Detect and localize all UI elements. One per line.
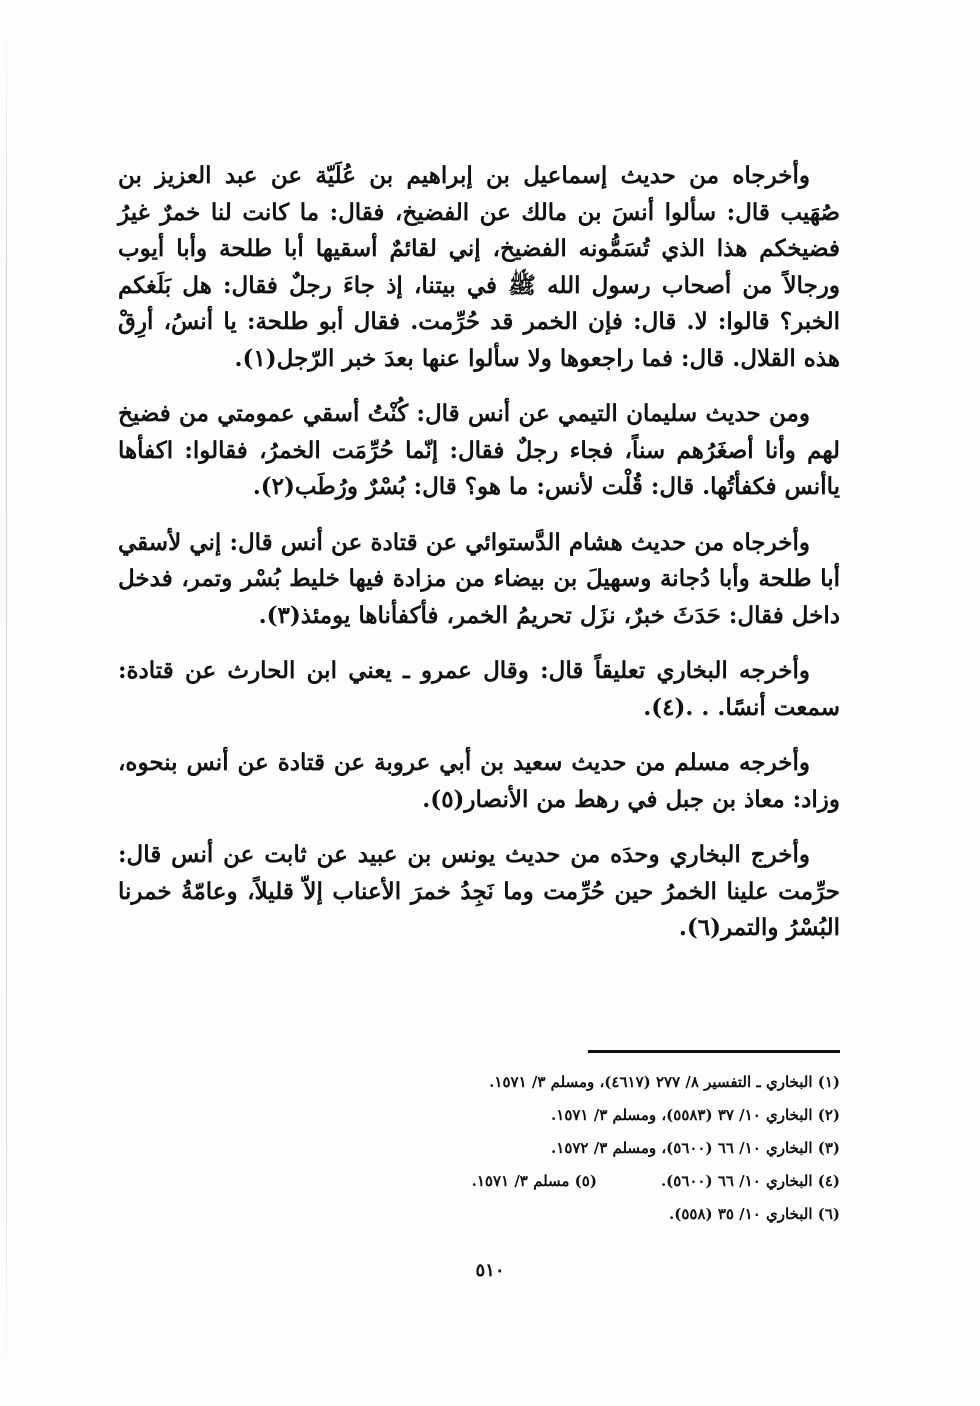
footnote-1: (١) البخاري ـ التفسير ٨/ ٢٧٧ (٤٦١٧)، ومسلم ٣/ ١٥٧١. [489, 1073, 840, 1091]
footnote-separator [588, 1050, 840, 1053]
main-text [118, 158, 840, 966]
footnotes [290, 1066, 840, 1231]
footnote-4: (٤) البخاري ١٠/ ٦٦ (٥٦٠٠). [660, 1172, 840, 1190]
paragraph-1: وأخرجاه من حديث إسماعيل بن إبراهيم بن عُلَيّة عن عبد العزيز بن صُهَيب قال: سألوا أنسَ بن مالك عن الفضيخ، فقال: ما كانت لنا خمرٌ غيرُ فضيخكم هذا الذي تُسَمُّونه الفضيخ، إني لقائمٌ أسقيها أبا طلحة وأبا أيوب ورجالاً من أصحاب رسول الله ﷺ في بيتنا، إذ جاءَ رجلٌ فقال: هل بَلَغكم الخبر؟ قالوا: لا. قال: فإن الخمر قد حُرِّمت. فقال أبو طلحة: يا أنسُ، أرِقْ هذه القلال. قال: فما راجعوها ولا سألوا عنها بعدَ خبر الرّجل(١). [118, 162, 840, 372]
paragraph-3: وأخرجاه من حديث هشام الدَّستوائي عن قتادة عن أنس قال: إني لأسقي أبا طلحة وأبا دُجانة وسهيلَ بن بيضاء من مزادة فيها خليط بُسْر وتمر، فدخل داخل فقال: حَدَثَ خبرٌ، نزَل تحريمُ الخمر، فأكفأناها يومئذ(٣). [118, 528, 841, 629]
page-number: ٥١٠ [475, 1260, 505, 1281]
paragraph-6: وأخرج البخاري وحدَه من حديث يونس بن عبيد عن ثابت عن أنس قال: حرِّمت علينا الخمرُ حين حُرِّمت وما نَجِدُ خمرَ الأعناب إلاّ قليلاً، وعامّةُ خمرنا البُسْرُ والتمر(٦). [118, 841, 840, 941]
page-edge-shadow [6, 0, 7, 1406]
footnote-2: (٢) البخاري ١٠/ ٣٧ (٥٥٨٣)، ومسلم ٣/ ١٥٧١. [551, 1106, 840, 1124]
paragraph-5: وأخرجه مسلم من حديث سعيد بن أبي عروبة عن قتادة عن أنس بنحوه، وزاد: معاذ بن جبل في رهط من الأنصار(٥). [118, 749, 840, 813]
footnote-row-4-5 [290, 1165, 840, 1198]
paragraph-2: ومن حديث سليمان التيمي عن أنس قال: كُنْتُ أسقي عمومتي من فضيخ لهم وأنا أصغَرُهم سناً، فجاء رجلٌ فقال: إنّما حُرِّمَت الخمرُ، فقالوا: اكفأها ياأنس فكفأتُها. قال: قُلْت لأنس: ما هو؟ قال: بُسْرٌ ورُطَب(٢). [118, 400, 840, 500]
paragraph-4: وأخرجه البخاري تعليقاً قال: وقال عمرو ـ يعني ابن الحارث عن قتادة: سمعت أنسًا. . .(٤). [118, 657, 840, 721]
footnote-6: (٦) البخاري ١٠/ ٣٥ (٥٥٨). [669, 1205, 840, 1223]
footnote-3: (٣) البخاري ١٠/ ٦٦ (٥٦٠٠)، ومسلم ٣/ ١٥٧٢. [551, 1139, 840, 1157]
footnote-5: (٥) مسلم ٣/ ١٥٧١. [471, 1172, 597, 1190]
